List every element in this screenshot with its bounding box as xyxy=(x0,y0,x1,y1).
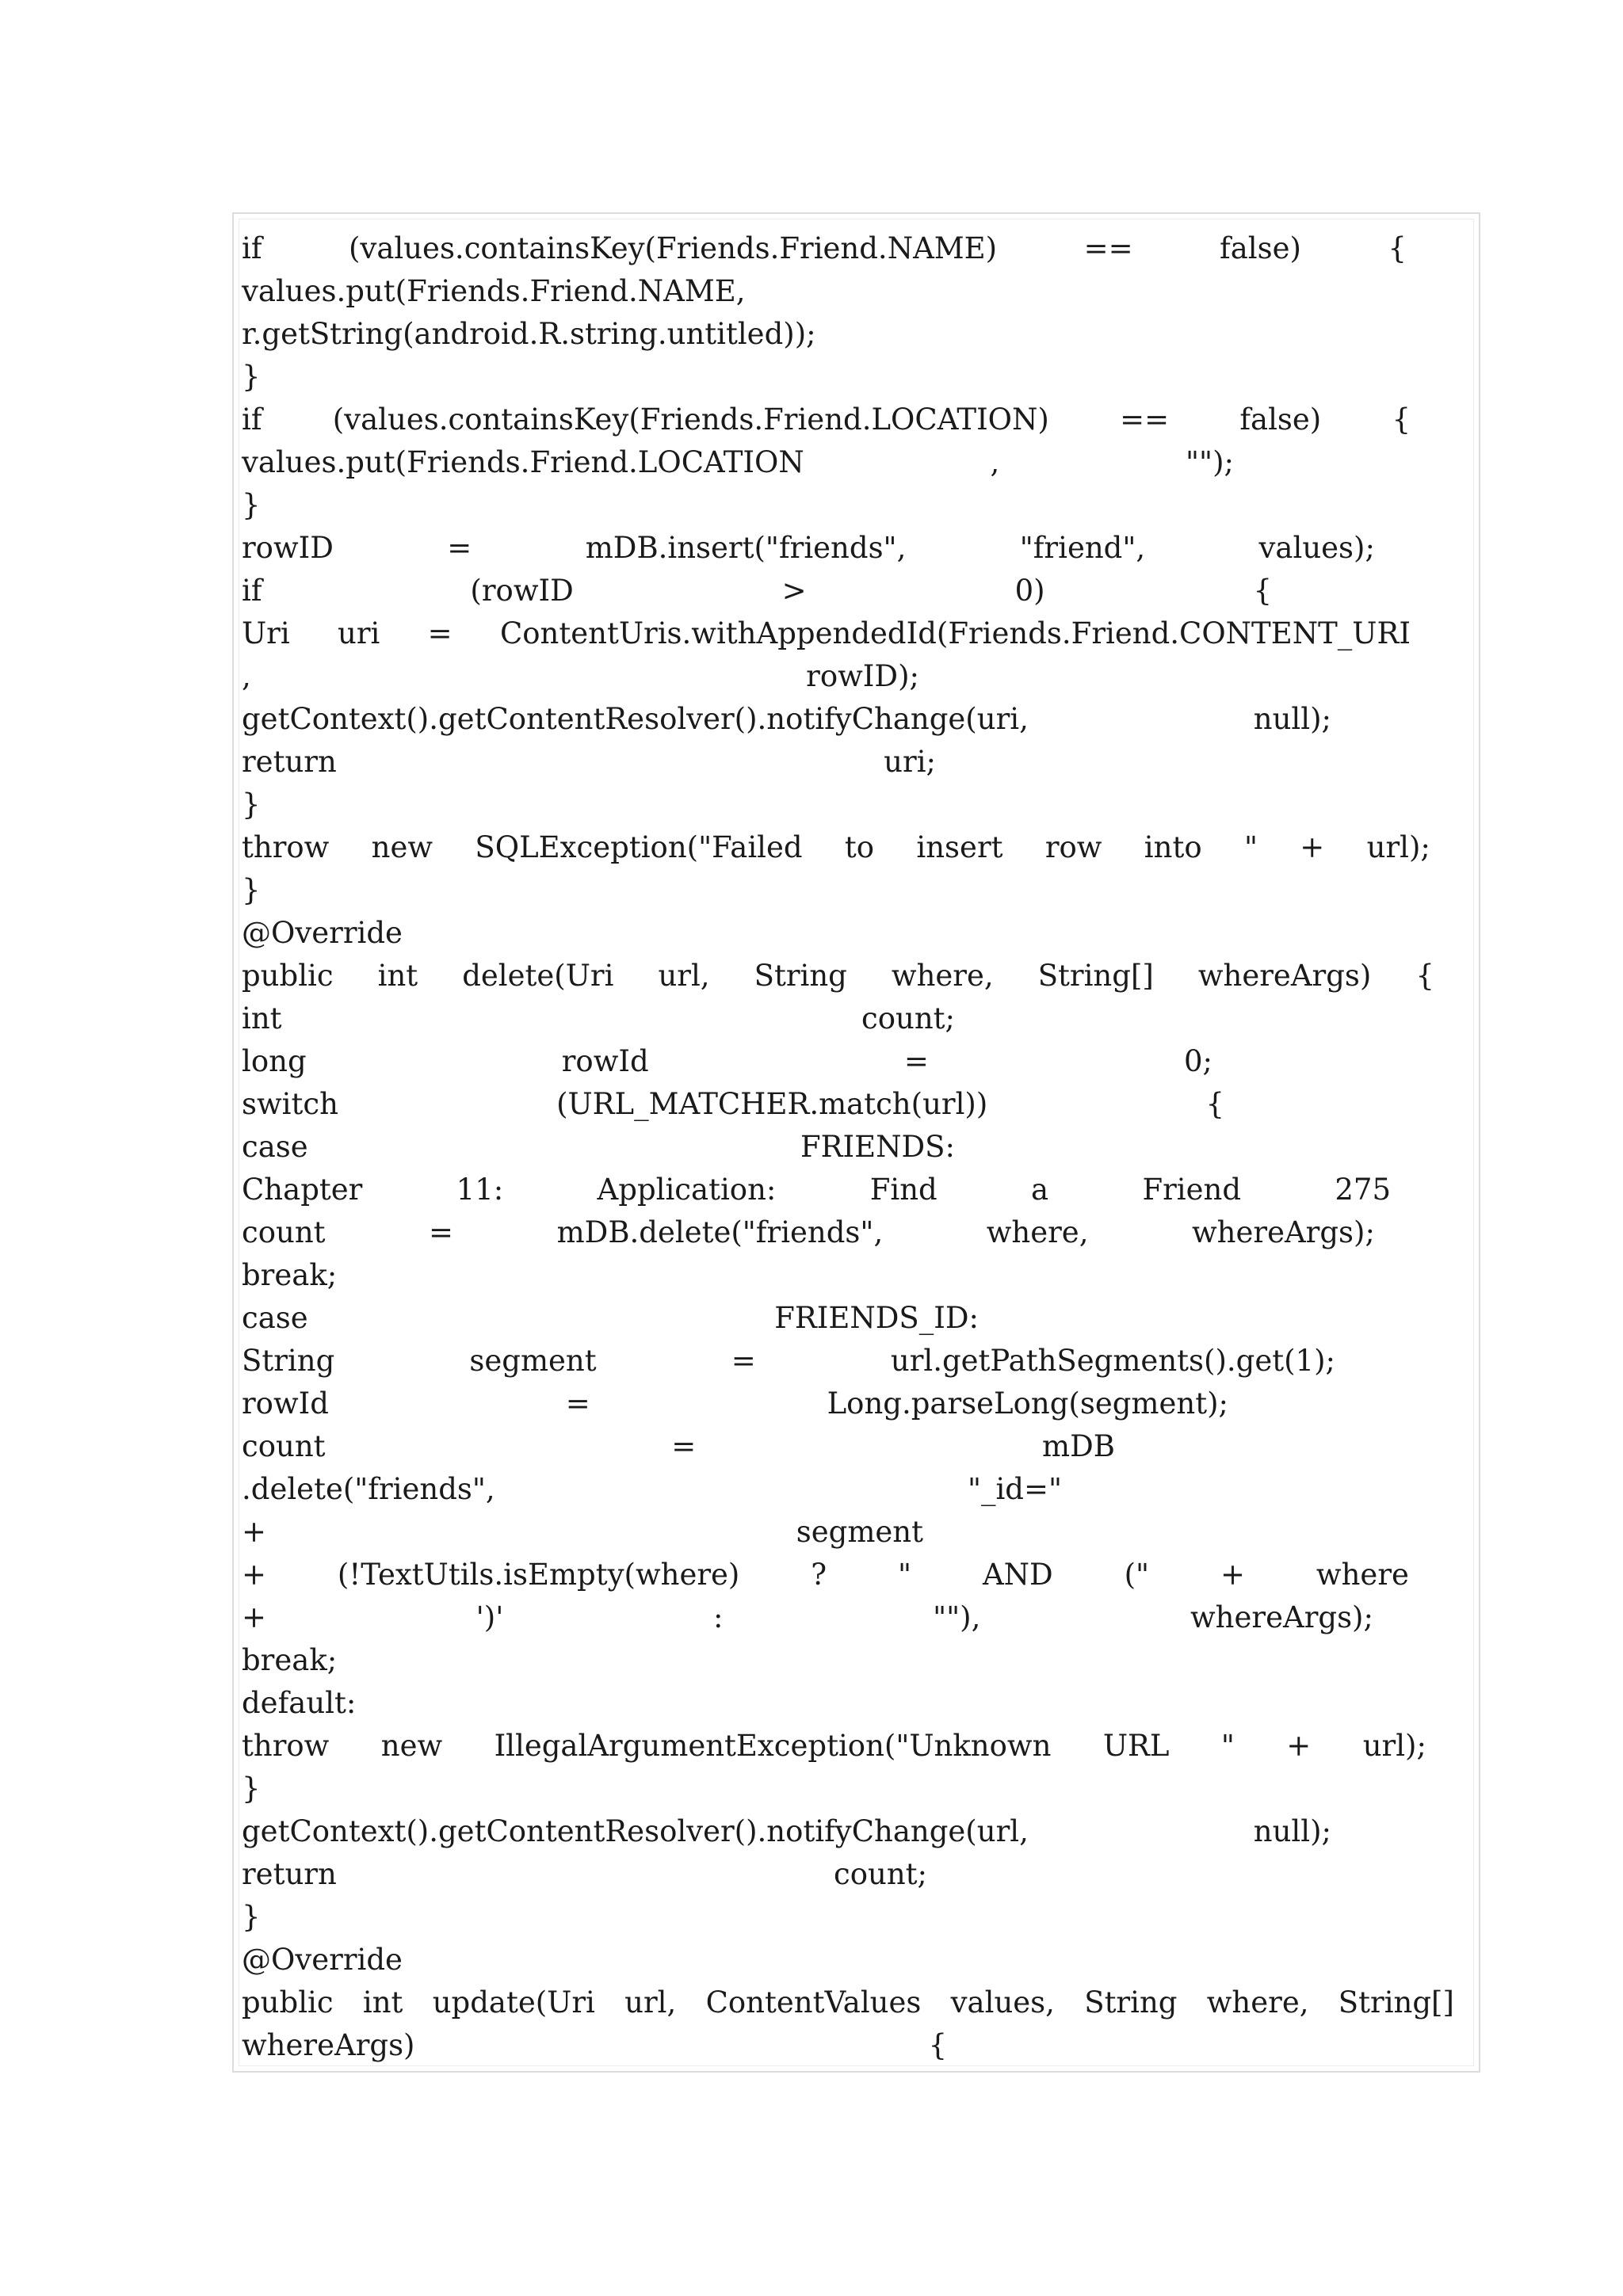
code-token: (rowID xyxy=(470,574,574,608)
code-token: } xyxy=(242,873,261,907)
code-token: new xyxy=(380,1729,443,1763)
code-token: Long.parseLong(segment); xyxy=(827,1386,1228,1421)
code-token: url, xyxy=(658,959,710,993)
code-token: int xyxy=(362,1985,403,2019)
code-token: Friend xyxy=(1142,1173,1242,1207)
code-token: , xyxy=(990,445,1000,479)
code-token: 0; xyxy=(1183,1044,1212,1078)
code-token: mDB.delete("friends", xyxy=(556,1215,884,1249)
code-token: { xyxy=(1392,402,1411,437)
code-token: (" xyxy=(1124,1558,1150,1592)
code-token: ""); xyxy=(1186,445,1234,479)
code-token: new xyxy=(371,830,433,864)
code-token: = xyxy=(427,616,453,650)
code-token: == xyxy=(1120,402,1170,437)
code-token: row xyxy=(1044,830,1102,864)
code-line xyxy=(242,912,1462,955)
code-token: (!TextUtils.isEmpty(where) xyxy=(337,1558,740,1592)
code-line xyxy=(242,1682,1462,1725)
code-token: } xyxy=(242,1772,261,1806)
code-token: count xyxy=(242,1429,326,1463)
code-token: mDB.insert("friends", xyxy=(585,531,907,565)
code-token: IllegalArgumentException("Unknown xyxy=(494,1729,1052,1763)
code-token: "friend", xyxy=(1019,531,1146,565)
code-token: segment xyxy=(796,1515,923,1549)
code-token: > xyxy=(781,574,807,608)
code-token: where xyxy=(1316,1558,1409,1592)
code-token: (URL_MATCHER.match(url)) xyxy=(556,1087,988,1121)
code-token: (values.containsKey(Friends.Friend.LOCATION) xyxy=(332,402,1049,437)
code-token: + xyxy=(1220,1558,1246,1592)
code-token: 0) xyxy=(1014,574,1045,608)
code-line xyxy=(242,784,1462,826)
code-token: if xyxy=(242,574,262,608)
code-token: url, xyxy=(624,1985,677,2019)
code-token: break; xyxy=(242,1258,338,1292)
code-token: SQLException("Failed xyxy=(475,830,803,864)
code-token: uri xyxy=(338,616,380,650)
code-token: uri; xyxy=(884,745,936,779)
code-token: @Override xyxy=(242,1943,403,1977)
code-token: url); xyxy=(1366,830,1430,864)
code-token: values); xyxy=(1258,531,1375,565)
code-token: { xyxy=(928,2028,947,2062)
code-token: Chapter xyxy=(242,1173,363,1207)
code-line xyxy=(242,1768,1462,1810)
code-token: = xyxy=(429,1215,454,1249)
code-token: } xyxy=(242,488,261,522)
code-token: public xyxy=(242,959,334,993)
code-token: rowId xyxy=(561,1044,649,1078)
code-token: ')' xyxy=(475,1600,504,1634)
code-token: "_id=" xyxy=(967,1472,1062,1506)
code-token: 11: xyxy=(456,1173,504,1207)
code-line xyxy=(242,1810,1331,1853)
code-token: values.put(Friends.Friend.NAME, xyxy=(242,274,746,308)
code-line xyxy=(242,1169,1391,1211)
code-line xyxy=(242,698,1331,741)
code-line xyxy=(242,1083,1224,1126)
code-token: case xyxy=(242,1130,308,1164)
code-token: URL xyxy=(1102,1729,1170,1763)
code-token: Uri xyxy=(242,616,290,650)
code-token: r.getString(android.R.string.untitled)); xyxy=(242,317,816,351)
code-token: whereArgs) xyxy=(1197,959,1372,993)
code-token: ContentUris.withAppendedId(Friends.Friend.CONTENT_URI xyxy=(499,616,1411,650)
code-token: + xyxy=(1300,830,1325,864)
code-token: } xyxy=(242,788,261,822)
code-token: to xyxy=(844,830,875,864)
code-token: count; xyxy=(834,1857,927,1891)
code-line xyxy=(242,869,1462,912)
code-line xyxy=(242,570,1272,612)
code-token: return xyxy=(242,745,337,779)
code-line xyxy=(242,356,1462,399)
code-line xyxy=(242,1297,979,1340)
code-line xyxy=(242,1896,1462,1939)
code-token: where, xyxy=(1206,1985,1309,2019)
code-token: ? xyxy=(811,1558,827,1592)
code-line xyxy=(242,997,955,1040)
code-line xyxy=(242,484,1462,527)
code-token: } xyxy=(242,360,261,394)
code-token: String[] xyxy=(1338,1985,1454,2019)
code-line xyxy=(242,612,1411,655)
code-line xyxy=(242,955,1434,997)
code-line xyxy=(242,399,1411,441)
code-token: { xyxy=(1388,231,1407,265)
code-token: throw xyxy=(242,1729,330,1763)
code-token: whereArgs) xyxy=(242,2028,415,2062)
code-token: : xyxy=(713,1600,724,1634)
code-token: a xyxy=(1031,1173,1049,1207)
code-line xyxy=(242,527,1375,570)
code-token: AND xyxy=(982,1558,1053,1592)
code-line xyxy=(242,1639,1462,1682)
code-token: public xyxy=(242,1985,334,2019)
code-token: getContext().getContentResolver().notifyChange(url, xyxy=(242,1814,1029,1848)
code-token: Find xyxy=(869,1173,938,1207)
code-token: count; xyxy=(861,1001,955,1035)
code-line xyxy=(242,1511,923,1554)
code-token: int xyxy=(377,959,418,993)
code-token: where, xyxy=(986,1215,1089,1249)
code-line xyxy=(242,1981,1454,2024)
code-token: segment xyxy=(469,1344,597,1378)
code-token: rowId xyxy=(242,1386,329,1421)
code-token: count xyxy=(242,1215,326,1249)
code-token: { xyxy=(1205,1087,1224,1121)
code-token: { xyxy=(1253,574,1272,608)
code-token: == xyxy=(1083,231,1133,265)
code-token: false) xyxy=(1220,231,1301,265)
code-token: values, xyxy=(950,1985,1055,2019)
code-line xyxy=(242,741,936,784)
code-token: = xyxy=(447,531,472,565)
code-token: where, xyxy=(891,959,994,993)
code-token: = xyxy=(671,1429,697,1463)
code-token: throw xyxy=(242,830,330,864)
code-line xyxy=(242,1040,1212,1083)
code-token: + xyxy=(242,1600,267,1634)
code-line xyxy=(242,1126,955,1169)
code-token: null); xyxy=(1253,1814,1331,1848)
code-token: long xyxy=(242,1044,307,1078)
code-line xyxy=(242,227,1407,270)
code-line xyxy=(242,1383,1228,1425)
code-token: null); xyxy=(1253,702,1331,736)
code-token: 275 xyxy=(1335,1173,1391,1207)
code-token: if xyxy=(242,402,262,437)
code-token: if xyxy=(242,231,262,265)
code-token: = xyxy=(565,1386,590,1421)
code-token: getContext().getContentResolver().notifyChange(uri, xyxy=(242,702,1029,736)
code-token: whereArgs); xyxy=(1190,1600,1373,1634)
code-token: url.getPathSegments().get(1); xyxy=(890,1344,1335,1378)
code-token: case xyxy=(242,1301,308,1335)
code-line xyxy=(242,655,919,698)
code-line xyxy=(242,313,1462,356)
code-listing xyxy=(242,227,1462,2067)
code-token: into xyxy=(1144,830,1202,864)
code-token: Application: xyxy=(597,1173,777,1207)
code-token: " xyxy=(1243,830,1258,864)
code-line xyxy=(242,270,1462,313)
code-token: delete(Uri xyxy=(462,959,614,993)
code-line xyxy=(242,2024,947,2067)
code-line xyxy=(242,1853,927,1896)
code-token: String xyxy=(1084,1985,1178,2019)
code-token: break; xyxy=(242,1643,338,1677)
code-line xyxy=(242,1211,1375,1254)
code-token: , xyxy=(242,659,251,693)
code-token: values.put(Friends.Friend.LOCATION xyxy=(242,445,804,479)
code-line xyxy=(242,826,1430,869)
code-token: + xyxy=(242,1558,267,1592)
code-token: update(Uri xyxy=(432,1985,595,2019)
code-token: ""), xyxy=(933,1600,981,1634)
code-token: switch xyxy=(242,1087,338,1121)
code-token: whereArgs); xyxy=(1191,1215,1375,1249)
code-token: " xyxy=(898,1558,912,1592)
code-token: + xyxy=(1286,1729,1312,1763)
code-token: (values.containsKey(Friends.Friend.NAME) xyxy=(348,231,998,265)
code-token: int xyxy=(242,1001,282,1035)
code-token: = xyxy=(731,1344,756,1378)
code-token: return xyxy=(242,1857,337,1891)
code-token: default: xyxy=(242,1686,357,1720)
code-token: false) xyxy=(1239,402,1322,437)
code-token: String xyxy=(242,1344,335,1378)
code-token: String[] xyxy=(1037,959,1154,993)
code-line xyxy=(242,1425,1115,1468)
code-token: mDB xyxy=(1042,1429,1115,1463)
code-token: " xyxy=(1220,1729,1235,1763)
code-line xyxy=(242,1554,1409,1596)
code-line xyxy=(242,1725,1426,1768)
code-token: insert xyxy=(916,830,1003,864)
code-token: rowID xyxy=(242,531,334,565)
code-token: FRIENDS: xyxy=(800,1130,955,1164)
code-token: url); xyxy=(1362,1729,1426,1763)
code-line xyxy=(242,1468,1062,1511)
code-line xyxy=(242,1254,1462,1297)
code-token: { xyxy=(1415,959,1434,993)
code-token: } xyxy=(242,1900,261,1934)
code-line xyxy=(242,1939,1462,1981)
code-token: FRIENDS_ID: xyxy=(774,1301,979,1335)
code-token: @Override xyxy=(242,916,403,950)
code-token: rowID); xyxy=(806,659,919,693)
code-line xyxy=(242,441,1234,484)
code-line xyxy=(242,1340,1335,1383)
code-token: ContentValues xyxy=(705,1985,922,2019)
code-line xyxy=(242,1596,1373,1639)
code-token: .delete("friends", xyxy=(242,1472,495,1506)
code-token: String xyxy=(754,959,847,993)
code-token: + xyxy=(242,1515,267,1549)
code-token: = xyxy=(903,1044,929,1078)
